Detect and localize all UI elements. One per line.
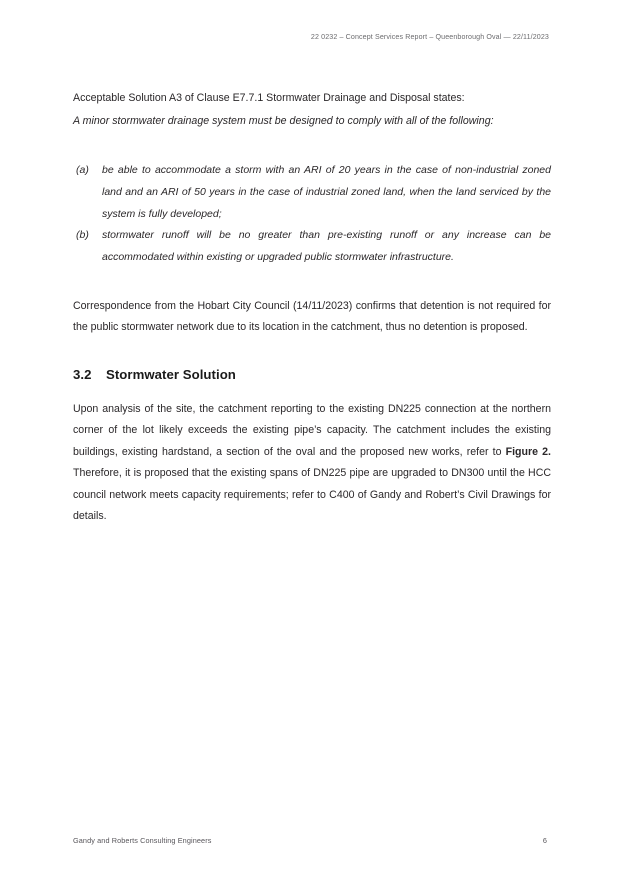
section-title: Stormwater Solution [106, 366, 236, 382]
list-item-marker: (b) [76, 229, 89, 242]
list-item [73, 225, 551, 269]
section-heading [73, 339, 551, 382]
list-item-marker: (a) [76, 164, 89, 176]
page-header: 22 0232 – Concept Services Report – Queenborough Oval — 22/11/2023 [310, 33, 549, 41]
paragraph-text-part-2: Therefore, it is proposed that the existing spans of DN225 pipe are upgraded to DN300 until the HCC council network meets capacity requirements; refer to C400 of Gandy and Robert’s Civil Drawings for details. [73, 467, 551, 523]
page-footer [73, 836, 549, 845]
section-number: 3.2 [73, 366, 92, 382]
footer-company: Gandy and Roberts Consulting Engineers [73, 836, 212, 845]
stormwater-solution-paragraph [73, 399, 551, 528]
list-item [73, 160, 551, 225]
acceptable-solution-list [73, 160, 551, 269]
figure-reference: Figure 2. [505, 445, 551, 458]
quoted-lead-in: A minor stormwater drainage system must be designed to comply with all of the following: [73, 114, 494, 127]
footer-page-number: 6 [542, 836, 547, 845]
intro-paragraph: Acceptable Solution A3 of Clause E7.7.1 Stormwater Drainage and Disposal states: [73, 92, 465, 104]
list-item-text: be able to accommodate a storm with an ARI of 20 years in the case of non-industrial zoned land and an ARI of 50 years in the case of industrial zoned land, when the land serviced by the system is fully developed; [102, 164, 551, 220]
correspondence-paragraph: Correspondence from the Hobart City Council (14/11/2023) confirms that detention is not required for the public stormwater network due to its location in the catchment, thus no detention is proposed. [73, 299, 551, 334]
page-content [73, 88, 551, 528]
list-item-text: stormwater runoff will be no greater than pre-existing runoff or any increase can be accommodated within existing or upgraded public stormwater infrastructure. [102, 229, 551, 264]
paragraph-text-part-1: Upon analysis of the site, the catchment reporting to the existing DN225 connection at the northern corner of the lot likely exceeds the existing pipe’s capacity. The catchment includes the existing buildings, existing hardstand, a section of the oval and the proposed new works, refer to [73, 402, 551, 458]
